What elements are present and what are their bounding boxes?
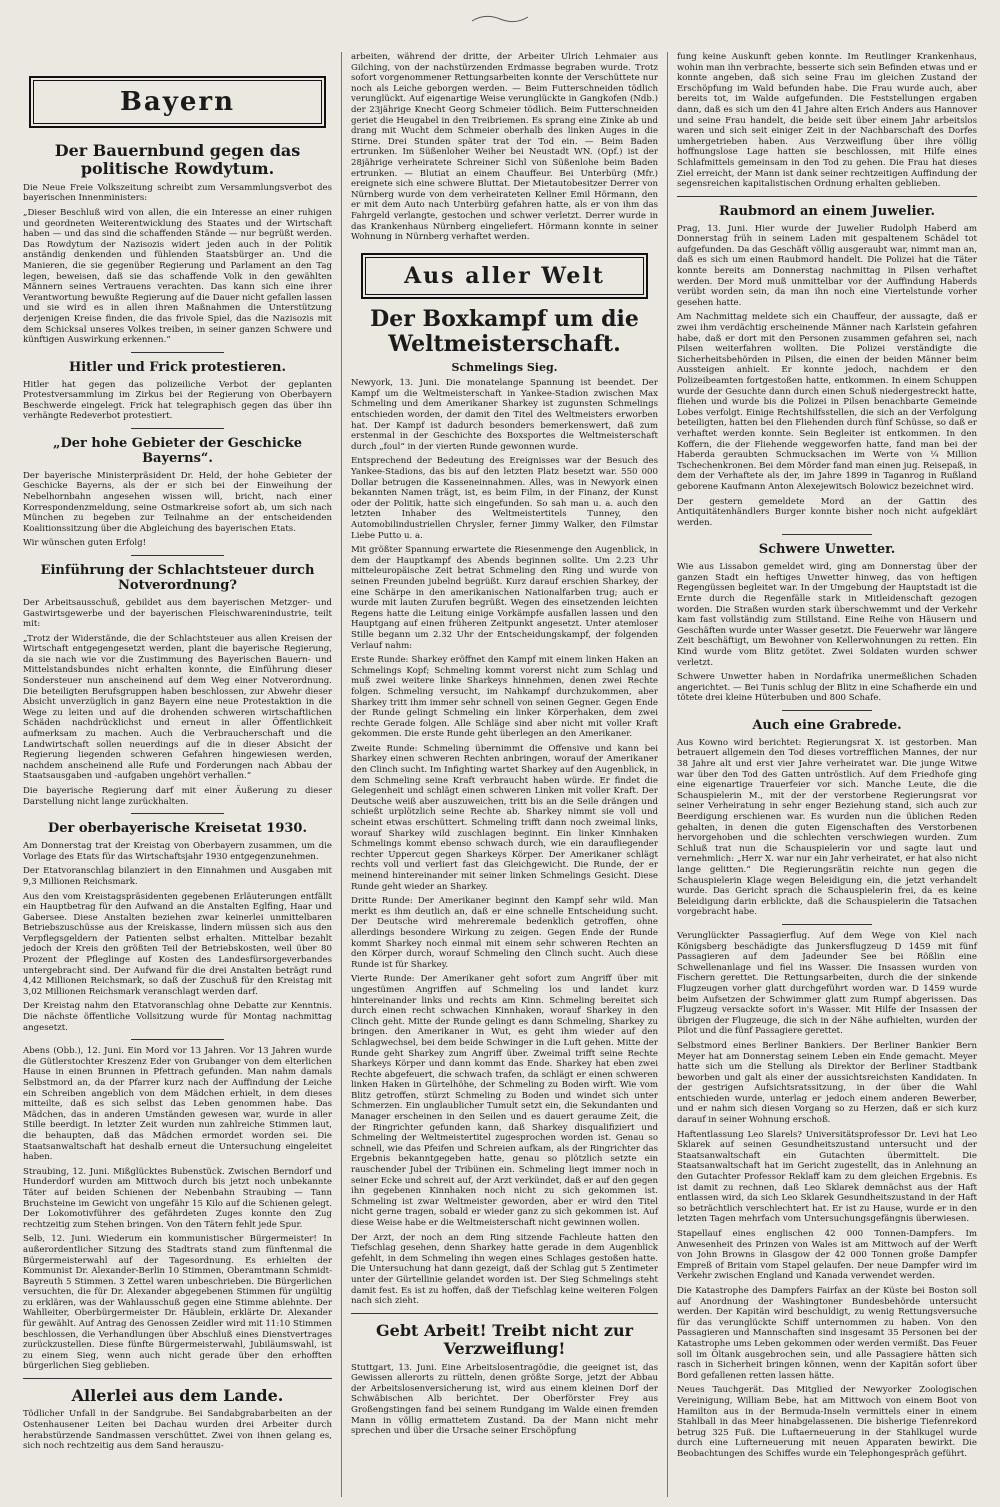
article-paragraph: Schwere Unwetter haben in Nordafrika unermeßlichen Schaden angerichtet. — Bei Tunis schlug der Blitz in eine Schafherde ein und tötete drei kleine Hüterbuben und 800 Schafe. [677, 672, 977, 704]
main-headline: Der Boxkampf um die Weltmeisterschaft. [370, 305, 639, 357]
article-paragraph: Die bayerische Regierung darf mit einer Äußerung zu dieser Darstellung nicht lange zurückhalten. [23, 786, 332, 807]
article-headline: Raubmord an einem Juwelier. [719, 203, 935, 219]
divider [782, 534, 872, 535]
article-paragraph: „Trotz der Widerstände, die der Schlachtsteuer aus allen Kreisen der Wirtschaft entgegengesetzt werden, plant die bayerische Regierung, da sie nach wie vor die Zustimmung des Bayerischen Bauern- und Mittelstandsbundes nicht erhalten konnte, die Einführung dieser Sondersteuer nun anscheinend auf dem Weg einer Notverordnung. Die beteiligten Berufsgruppen haben beschlossen, zur Abwehr dieser Absicht unverzüglich in ganz Bayern eine neue Protestaktion in die Wege zu leiten und auf die drohenden schweren wirtschaftlichen Schäden nachdrücklichst und erneut in aller Öffentlichkeit aufmerksam zu machen. Auch die Verbraucherschaft und die Landwirtschaft sollen neuerdings auf die in dieser Absicht der Regierung liegenden schweren Gefahren hingewiesen werden, nachdem anscheinend alle Rufe und Forderungen nach Abbau der Staatsausgaben und -aufgaben ungehört verhallen.“ [23, 633, 332, 782]
article-paragraph: arbeiten, während der dritte, der Arbeiter Ulrich Lehmaier aus Gilching, von der nachstürzenden Erdmasse begraben wurde. Trotz sofort vorgenommener Rettungsarbeiten konnte der Verschüttete nur noch als Leiche geborgen werden. — Beim Futterschneiden tödlich verunglückt. Auf eigenartige Weise verunglückte in Gangkofen (Ndb.) der 23jährige Knecht Georg Schmeier tödlich. Beim Futterschneiden geriet die Heugabel in den Treibriemen. Es sprang eine Zinke ab und drang mit Wucht dem Schmeier oberhalb des linken Auges in die Stirne. Drei Stunden später trat der Tod ein. — Beim Baden ertrunken. Im Süßenloher Weiher bei Neustadt WN. (Opf.) ist der 28jährige verheiratete Schreiner Sichl von Süßenlohe beim Baden ertrunken. — Blutiat an einem Chauffeur. Bei Unterbürg (Mfr.) ereignete sich eine schwere Bluttat. Der Mietautobesitzer Derrer von Nürnberg wurde von dem verheirateten Kellner Emil Hörmann, den er mit dem Auto nach Unterbürg gefahren hatte, als er von ihm das Fahrgeld verlangte, gestochen und schwer verletzt. Derrer wurde in das Krankenhaus Nürnberg eingeliefert. Hörmann konnte in seiner Wohnung in Nürnberg verhaftet werden. [351, 52, 658, 243]
divider [782, 710, 872, 711]
article-headline: Gebt Arbeit! Treibt nicht zur Verzweiflung! [375, 1320, 634, 1359]
article-paragraph: Prag, 13. Juni. Hier wurde der Juwelier Rudolph Haberd am Donnerstag früh in seinem Laden mit gespaltenem Schädel tot aufgefunden. Da das Geschäft völlig ausgeraubt war, nimmt man an, daß es sich um einen Raubmord handelt. Die Polizei hat die Täter konnte bereits am Donnerstag nachmittag in Pilsen verhaftet werden. Der Mord muß unmittelbar vor der Auffindung Haberds verübt worden sein, da man ihn noch eine Viertelstunde vorher gesehen hatte. [677, 223, 977, 308]
article-paragraph: Vierte Runde: Der Amerikaner geht sofort zum Angriff über mit ungestümen Angriffen auf Schmeling los und landet kurz hintereinander links und rechts am Kinn. Schmeling bereitet sich durch einen recht schwachen Kinnhaken, worauf Sharkey in den Clinch geht. Mitte der Runde gelingt es dann Schmeling, Sharkey zu bringen. den Amerikaner in Wut, es geht ihm wieder auf den Schlagwechsel, bei dem beide Schwinger in die Luft gehen. Mitte der Runde geht Sharkey zum Angriff über. Zweimal trifft seine Rechte Sharkeys Körper und dann kommt das Ende. Sharkey hat eben zwei Rechte abgefeuert, die schwach trafen, da schlägt er einen schweren linken Haken in Gürtelhöhe, der Schmeling zu Boden wirft. Wie vom Blitz getroffen, stürzt Schmeling zu Boden und windet sich unter Schmerzen. Ein unglaublicher Tumult setzt ein, die Sekundanten und Manager erscheinen in den Seilen und es dauert geraume Zeit, die der Ringrichter gefunden kann, daß Sharkey disqualifiziert und Schmeling der Weltmeistertitel zugesprochen worden ist. Genau so schnell, wie das Pfeifen und Schreien aufkam, als der Ringrichter das Ergebnis bekanntgegeben hatte, genau so plötzlich setzte ein rauschender Jubel der Tribünen ein. Schmeling liegt immer noch in seiner Ecke und schreit auf, der Arzt verkündet, daß er auf den gegen ihn gegebenen Kinnhaken noch nicht zu sich gekommen ist. Schmeling ist zwar Weltmeister geworden, aber er wird den Titel nicht gerne tragen, sobald er wieder ganz zu sich gekommen ist. Auf diese Weise habe er die Weltmeisterschaft nicht gewinnen wollen. [351, 974, 658, 1228]
article-paragraph: Erste Runde: Sharkey eröffnet den Kampf mit einem linken Haken an Schmelings Kopf; Schmeling kommt vorerst nicht zum Schlag und muß zwei weitere linke Sharkeys hinnehmen, denen zwei Rechte folgen. Schmeling versucht, im Nahkampf durchzukommen, aber Sharkey tritt ihm immer sehr schnell von seinen Gegner. Gegen Ende der Runde gelingt Schmeling ein linker Körperhaken, dem zwei rechte Gerade folgen. Alle Schläge sind aber nicht mit voller Kraft gekommen. Die erste Runde geht überlegen an den Amerikaner. [351, 655, 658, 740]
article-paragraph: Die Katastrophe des Dampfers Fairfax an der Küste bei Boston soll auf Anordnung der Washingtoner Bundesbehörde untersucht werden. Der Kapitän wird beschuldigt, zu wenig Rettungsversuche für das verunglückte Schiff unternommen zu haben. Von den Passagieren und Mannschaften sind insgesamt 35 Personen bei der Katastrophe ums Leben gekommen oder werden vermißt. Das Feuer soll im Öltank ausgebrochen sein, und alle Passagiere hätten sich rasch in Sicherheit bringen können, wenn der Kapitän sofort über Bord gefallenen retten lassen hätte. [677, 1285, 977, 1381]
divider [131, 352, 224, 353]
article-paragraph: Am Nachmittag meldete sich ein Chauffeur, der aussagte, daß er zwei ihm verdächtig erscheinende Männer nach Karlstein gefahren habe, daß er dort mit den Personen zusammen gefahren sei, nach Pilsen weiterfahren wollten. Die Polizei verständigte die Sicherheitsbehörden in Pilsen, die einen der beiden Männer beim Aussteigen anhielt. Er konnte jedoch, nachdem er den Polizeibeamten fortgestoßen hatte, entkommen. In einem Schuppen wurde der Gesuchte dann durch einen Schuß niedergestreckt hatte, fliehen und wurde bis die Polizei in Pilsen benachbarte Gemeinde Lobes verfolgt. Einige Rechtshilfsstellen, die sich an der Verfolgung beteiligten, hatten bei den Fliehenden durch fünf Schüsse, so daß er verhaftet werden konnte. Sein Begleiter ist entkommen. In den Koffern, die der Fliehende weggeworfen hatte, fand man bei der Haberda geraubten Schmucksachen im Werte von ¼ Million Tschechenkronen. Bei dem Mörder fand man einen jug. Reisepaß, in dem der Verhaftete als der, im Jahre 1899 in Taganrog in Rußland geborene Kaufmann Anton Alexejewitsch Bolowicz bezeichnet wird. [677, 312, 977, 492]
article-headline: Der oberbayerische Kreisetat 1930. [47, 821, 308, 837]
article-paragraph: Wie aus Lissabon gemeldet wird, ging am Donnerstag über der ganzen Stadt ein heftiges Unwetter hinweg, das von heftigen Regengüssen begleitet war. In der Umgebung der Hauptstadt ist die Ernte durch die Regenfälle stark in Mitleidenschaft gezogen worden. Die Straßen wurden stark überschwemmt und der Verkehr kam fast vollständig zum Stillstand. Eine Reihe von Häusern und Geschäften wurde unter Wasser gesetzt. Die Feuerwehr war längere Zeit beschäftigt, um Bewohner von Kellerwohnungen zu retten. Ein Kind wurde vom Blitz getötet. Zwei Soldaten wurden schwer verletzt. [677, 562, 977, 668]
article-paragraph: fung keine Auskunft geben konnte. Im Reutlinger Krankenhaus, wohin man ihn verbrachte, besserte sich sein Befinden etwas und er konnte angeben, daß sich seine Frau im gleichen Zustand der Erschöpfung im Wald befunden habe. Die Frau wurde auch, aber bereits tot, im Walde aufgefunden. Die Feststellungen ergaben dann, daß es sich um den 41 Jahre alten Erich Anders aus Hannover und seine Frau handelt, die beide seit über einem Jahr arbeitslos waren und sich seit einiger Zeit in der Nachbarschaft des Dorfes umhergetrieben haben. Aus Verzweiflung über ihre völlig hoffnungslose Lage hatten sie beschlossen, mit Hilfe eines Schlafmittels gemeinsam in den Tod zu gehen. Die Frau hat dieses Ziel erreicht, der Mann ist dank seiner rechtzeitigen Auffindung der segensreichen kapitalistischen Ordnung erhalten geblieben. [677, 52, 977, 190]
article-paragraph: Die Neue Freie Volkszeitung schreibt zum Versammlungsverbot des bayerischen Innenministers: [23, 182, 332, 204]
article-paragraph: Der Kreistag nahm den Etatvoranschlag ohne Debatte zur Kenntnis. Die nächste öffentliche Vollsitzung wurde für Montag nachmittag angesetzt. [23, 1001, 332, 1033]
right-column [668, 52, 986, 1497]
article-paragraph: Stuttgart, 13. Juni. Eine Arbeitslosentragödie, die geeignet ist, das Gewissen allerorts zu rütteln, denen größte Sorge, jetzt der Abbau der Arbeitslosenversicherung ist, wird aus einem kleinen Dorf der Schwäbischen Alb berichtet. Der Oberförster Frey aus Großengstingen fand bei seinem Rundgang im Walde einen fremden Mann in völlig ermattetem Zustand. Da der Mann nicht mehr sprechen und über die Ursache seiner Erschöpfung [351, 1362, 658, 1437]
divider [131, 555, 224, 556]
article-paragraph: Der Arbeitsausschuß, gebildet aus dem bayerischen Metzger- und Gastwirtsgewerbe und der bayerischen Fleischwarenindustrie, teilt mit: [23, 597, 332, 630]
divider [677, 196, 977, 197]
article-paragraph: Entsprechend der Bedeutung des Ereignisses war der Besuch des Yankee-Stadions, das bis auf den letzten Platz besetzt war. 550 000 Dollar betrugen die Kasseneinnahmen. Alles, was in Newyork einen bekannten Namen trägt, ist, es beim Film, in der Finanz, der Kunst oder der Politik, hatte sich eingefunden. So sah man u. a. auch den letzten Inhaber des Weltmeistertitels Tunney, den Automobilindustriellen Chrysler, ferner Jimmy Walker, den Filmstar Liebe Putto u. a. [351, 456, 658, 541]
article-paragraph: Newyork, 13. Juni. Die monatelange Spannung ist beendet. Der Kampf um die Weltmeisterschaft in Yankee-Stadion zwischen Max Schmeling und dem Amerikaner Sharkey ist zugunsten Schmelings entschieden worden, der damit den Titel des Weltmeisters erworben hat. Der Kampf ist dadurch besonders bemerkenswert, daß zum erstenmal in der Geschichte des Boxsportes die Weltmeisterschaft durch „foul“ in der vierten Runde gewonnen wurde. [351, 378, 658, 452]
article-headline: Allerlei aus dem Lande. [71, 1386, 284, 1406]
divider [131, 813, 224, 814]
section-title: Bayern [33, 80, 322, 124]
article-headline: „Der hohe Gebieter der Geschicke Bayerns“. [52, 436, 303, 466]
article-paragraph: Verunglückter Passagierflug. Auf dem Wege von Kiel nach Königsberg beschädigte das Junkersflugzeug D 1459 mit fünf Passagieren auf dem Jadeunder See bei Rößlin eine Schwellenanlage und fiel ins Wasser. Die Insassen wurden von Fischern gerettet. Die Rettungsarbeiten, durch die der sinkende Flugzeugen vorher glatt durchgeführt worden war. D 1459 wurde beim Aufsetzen der Schwimmer glatt zum Rumpf abgerissen. Das Flugzeug versackte sofort in's Wasser. Mit Hilfe der Insassen der übrigen der Flugzeuge, die sich in der Nähe aufhielten, wurden der Pilot und die fünf Passagiere gerettet. [677, 930, 977, 1037]
article-paragraph: Haftentlassung Leo Slarels? Universitätsprofessor Dr. Levi hat Leo Sklarek auf seinen Gesundheitszustand untersucht und der Staatsanwaltschaft ein Gutachten übermittelt. Die Staatsanwaltschaft hat im Gericht zugestellt, das in Anlehnung an den Gutachter Professor Reklaff kam zu dem gleichen Ergebnis. Es ist damit zu rechnen, daß Leo Sklarek demnächst aus der Haft entlassen wird, da sich Leo Sklarek Gesundheitszustand in der Haft so beträchtlich verschlechtert hat. Er ist zu Hause, wurde er in den letzten Tagen mehrfach vom Untersuchungsgefängnis überwiesen. [677, 1129, 977, 1225]
article-headline: Einführung der Schlachtsteuer durch Notverordnung? [40, 563, 315, 593]
divider [131, 1039, 224, 1040]
article-paragraph: Tödlicher Unfall in der Sandgrube. Bei Sandabgrabarbeiten an der Ostenhausener Leiten bei Dachau wurden drei Arbeiter durch herabstürzende Sandmassen verschüttet. Zwei von ihnen gelang es, sich noch rechtzeitig aus dem Sand herauszu- [23, 1409, 332, 1452]
article-paragraph: Stapellauf eines englischen 42 000 Tonnen-Dampfers. Im Anwesenheit des Prinzen von Wales ist am Mittwoch auf der Werft von John Browns in Glasgow der 42 000 Tonnen große Dampfer Empreß of Britain vom Stapel gelaufen. Der neue Dampfer wird im Verkehr zwischen England und Kanada verwendet werden. [677, 1229, 977, 1282]
article-headline: Der Bauernbund gegen das politische Rowdytum. [54, 141, 301, 179]
article-headline: Schwere Unwetter. [758, 542, 896, 558]
article-paragraph: Dritte Runde: Der Amerikaner beginnt den Kampf sehr wild. Man merkt es ihm deutlich an, daß er eine schnelle Entscheidung sucht. Der Deutsche wird mehreremale bedenklich getroffen, ohne allerdings besondere Wirkung zu zeigen. Gegen Ende der Runde kommt Sharkey noch einmal mit einem sehr schweren Rechten an den Körper durch, worauf Schmeling den Clinch sucht. Auch diese Runde ist für Sharkey. [351, 896, 658, 970]
divider [782, 924, 872, 925]
article-paragraph: „Dieser Beschluß wird von allen, die ein Interesse an einer ruhigen und geordneten Weiterentwicklung des Staates und der Wirtschaft haben — und das sind die schaffenden Stände — nur begrüßt werden. Das Rowdytum der Nazisozis widert jeden auch in der Politik anständig denkenden und fühlenden Staatsbürger an. Und die Manieren, die sie gegenüber Regierung und Parlament an den Tag legen, beweisen, daß sie das schaffende Volk in den gewählten Männern seines Vertrauens verachten. Das kann sich eine ihrer Verantwortung bewußte Regierung auf die Dauer nicht gefallen lassen und sie wird es in allen ihren Maßnahmen die Unterstützung derjenigen Kreise finden, die das frivole Spiel, das die Nazisozis mit dem Schicksal unseres Volkes treiben, in seiner ganzen Schwere und künftigen Auswirkung erkennen.“ [23, 207, 332, 346]
article-headline: Hitler und Frick protestieren. [68, 359, 287, 375]
article-paragraph: Zweite Runde: Schmeling übernimmt die Offensive und kann bei Sharkey einen schweren Rechten anbringen, worauf der Amerikaner den Clinch sucht. Im Infighting wartet Sharkey auf den Augenblick, in dem Schmeling seine Kraft verbraucht haben würde. Er findet die Gelegenheit und schlägt einen schweren Linken mit voller Kraft. Der Deutsche weiß aber auszuweichen, tritt bis an die Seile drängen und schießt urplötzlich seine Rechte ab. Sharkey nimmt sie voll und scheint etwas erschüttert. Schmeling trifft dann noch zweimal links, worauf Sharkey wild zuschlagen beginnt. Ein linker Kinnhaken Schmelings kommt ebenso schwach durch, wie ein daraufliegender rechter Uppercut gegen Sharkeys Körper. Der Amerikaner schlägt rechts voll und verliert fast das Gleichgewicht. Die Runde, der er meinend hintereinander mit seiner linken Schmelings Gesicht. Diese Runde geht wieder an Sharkey. [351, 743, 658, 892]
article-paragraph: Neues Tauchgerät. Das Mitglied der Newyorker Zoologischen Vereinigung, William Bebe, hat am Mittwoch von einem Boot von Hamilton aus in der Bermuda-Inseln vermittels einer in einem Stahlball in das Meer hinabgelassenen. Die bisherige Tiefenrekord betrug 325 Fuß. Die Luftaerneuerung in der Stahlkugel wurde durch eine Lufterneuerung mit neuen Apparaten bewirkt. Die Beobachtungen des Schiffes wurde ein Telephongespräch geführt. [677, 1385, 977, 1459]
article-paragraph: Wir wünschen guten Erfolg! [23, 538, 147, 549]
torn-edge-mark [470, 10, 530, 24]
article-paragraph: Hitler hat gegen das polizeiliche Verbot der geplanten Protestversammlung im Zirkus bei der Regierung von Oberbayern Beschwerde eingelegt. Frick hat telegraphisch gegen das über ihn verhängte Redeverbot protestiert. [23, 379, 332, 422]
section-masthead-aus-aller-welt [361, 253, 648, 299]
left-column [14, 52, 342, 1497]
section-title: Aus aller Welt [365, 257, 644, 295]
article-paragraph: Selbstmord eines Berliner Bankiers. Der Berliner Bankier Bern Meyer hat am Donnerstag seinem Leben ein Ende gemacht. Meyer hatte sich um die Stellung als Direktor der Berliner Stadtbank beworben und galt als einer der aussichtsreichsten Kandidaten. In der gestrigen Aufsichtsratssitzung, in der über die Wahl entschieden wurde, unterlag er jedoch einem anderen Bewerber, und er nahm sich diesen Vorgang so zu Herzen, daß er sich kurz darauf in seiner Wohnung erschoß. [677, 1040, 977, 1126]
divider [23, 1378, 332, 1379]
section-masthead-bayern [29, 76, 326, 128]
article-paragraph: Der bayerische Ministerpräsident Dr. Held, der hohe Gebieter der Geschicke Bayerns, als der er sich bei der Einweihung der Nebelhornbahn angesehen wissen will, bricht, nach einer Korrespondenzmeldung, seine Ostmarkreise sofort ab, um sich nach München zu begeben zur Teilnahme an der entscheidenden Koalitionssitzung über die Abgleichung des bayerischen Etats. [23, 470, 332, 534]
article-paragraph: Der gestern gemeldete Mord an der Gattin des Antiquitätenhändlers Burger konnte bisher noch nicht aufgeklärt werden. [677, 496, 977, 528]
article-paragraph: Aus den vom Kreistagspräsidenten gegebenen Erläuterungen entfällt ein Hauptbetrag für den Aufwand an die Anstalten Eglfing, Haar und Gabersee. Diese Anstalten beziehen zwar keinerlei unmittelbaren Betriebszuschüsse aus der Kreiskasse, lindern müssen sich aus den Verpflegsgeldern der Patienten selbst erhalten. Mittelbar bezahlt jedoch der Kreis den größten Teil der Betriebskosten, weil über 80 Prozent der Pfleglinge auf Kosten des Landesfürsorgeverbandes untergebracht sind. Der Aufwand für die drei Anstalten beträgt rund 4,42 Millionen Reichsmark, so daß der Zuschuß für den Kreistag mit 3,02 Millionen Reichsmark veranschlagt werden darf. [23, 891, 332, 997]
article-paragraph: Straubing, 12. Juni. Mißglücktes Bubenstück. Zwischen Berndorf und Hunderdorf wurden am Mittwoch durch bis jetzt noch unbekannte Täter auf beiden Schienen der Nebenbahn Straubing — Tann Bruchsteine im Gewicht von ungefähr 15 Kilo auf die Schienen gelegt. Der Lokomotivführer des gefährdeten Zuges konnte den Zug rechtzeitig zum Stehen bringen. Von den Tätern fehlt jede Spur. [23, 1166, 332, 1230]
article-paragraph: Am Donnerstag trat der Kreistag von Oberbayern zusammen, um die Vorlage des Etats für das Wirtschaftsjahr 1930 entgegenzunehmen. [23, 841, 332, 862]
divider [351, 1313, 658, 1314]
article-paragraph: Der Arzt, der noch an dem Ring sitzende Fachleute hatten den Tiefschlag gesehen, denn Sharkey hatte gerade in dem Augenblick gefehlt, in dem Schmeling ihn wegen eines Schlages gestoßen hatte. Die Untersuchung hat dann gezeigt, daß der Schlag gut 5 Zentimeter unter der Gürtellinie gelandet worden ist. Der Sieg Schmelings steht damit fest. Es ist zu hoffen, daß der Tiefschlag keine weiteren Folgen nach sich zieht. [351, 1232, 658, 1307]
article-headline: Auch eine Grabrede. [752, 717, 902, 733]
article-paragraph: Abens (Obb.), 12. Juni. Ein Mord vor 13 Jahren. Vor 13 Jahren wurde die Gütlerstochter Kreszenz Eder von Grubanger von dem elterlichen Hause in einen Brunnen in Pfettrach gefunden. Man nahm damals Selbstmord an, da der Pfarrer kurz nach der Auffindung der Leiche ein Schreiben angeblich von dem Mädchen erhielt, in dem dieses mitteilte, daß es sich selbst das Leben genommen habe. Das Mädchen, das in anderen Umständen gewesen war, wurde in aller Stille beerdigt. In letzter Zeit wurden nun zahlreiche Stimmen laut, die behaupten, daß das Mädchen ermordet worden sei. Die Staatsanwaltschaft hat deshalb erneut die Untersuchung eingeleitet haben. [23, 1046, 332, 1163]
main-subheadline: Schmelings Sieg. [451, 361, 558, 375]
article-paragraph: Aus Kowno wird berichtet: Regierungsrat X. ist gestorben. Man betrauert allgemein den Tod dieses vortrefflichen Mannes, der nur 38 Jahre alt und erst vier Jahre verheiratet war. Die junge Witwe war über den Tod des Gatten untröstlich. Auf dem Friedhofe ging eine eigenartige Trauerfeier vor sich. Manche Leute, die die Schauspielerin M., mit der der verstorbene Regierungsrat vor seiner Verheiratung in sehr enger Beziehung stand, sich auch zur Beerdigung erschienen war. Es wurden nun die üblichen Reden gehalten, in denen die guten Eigenschaften des Verstorbenen hervorgehoben und die schlechten verschwiegen wurden. Zum Schluß trat nun die Schauspielerin vor und sagte laut und vernehmlich: „Herr X. war nur ein Jahr verheiratet, er hat also nicht lange gelitten.“ Die Regierungsrätin reichte nun gegen die Schauspielerin Klage wegen Beleidigung ein, die jetzt verhandelt wurde. Das Gericht sprach die Schauspielerin frei, da es keine Beleidigung darin erblickte, daß die Schauspielerin die Tatsachen vorgebracht habe. [677, 737, 977, 918]
divider [131, 428, 224, 429]
article-paragraph: Mit größter Spannung erwartete die Riesenmenge den Augenblick, in dem der Hauptkampf des Abends beginnen sollte. Um 2.23 Uhr mitteleuropäische Zeit betrat Schmeling den Ring und wurde von seinen Freunden jubelnd begrüßt. Kurz darauf erschien Sharkey, der eine Schärpe in den amerikanischen Nationalfarben trug; auch er wurde mit lauten Zurufen begrüßt. Wegen des einsetzenden leichten Regens hatte die Leitung einige Vorkämpfe ausfallen lassen und den Hauptgang auf einen früheren Zeitpunkt angesetzt. Unter atemloser Stille begann um 2.32 Uhr der Entscheidungskampf, der folgenden Verlauf nahm: [351, 545, 658, 651]
middle-column [342, 52, 668, 1497]
article-paragraph: Der Etatvoranschlag bilanziert in den Einnahmen und Ausgaben mit 9,3 Millionen Reichsmark. [23, 866, 332, 887]
article-paragraph: Selb, 12. Juni. Wiederum ein kommunistischer Bürgermeister! In außerordentlicher Sitzung des Stadtrats stand zum fünftenmal die Bürgermeisterwahl auf der Tagesordnung. Es erhielten der Kommunist Dr. Alexander-Berlin 10 Stimmen, Oberamtmann Schmidt-Bayreuth 5 Stimmen. 3 Zettel waren unbeschrieben. Die Bürgerlichen versuchten, die für Dr. Alexander abgegebenen Stimmen für ungültig zu erklären, was der Wahlausschuß gegen eine Stimme ablehnte. Der Wahlleiter, Oberbürgermeister Dr. Häublein, erklärte Dr. Alexander für gewählt. Auf Antrag des Genossen Zeidler wird mit 11:10 Stimmen beschlossen, die Verhandlungen über Abschluß eines Dienstvertrages zurückzustellen. Diese fünfte Bürgermeisterwahl, Jubiläumswahl, ist zu einem Sieg, wenn auch nicht gerade über den erhofften bürgerlichen Sieg geblieben. [23, 1234, 332, 1372]
columns [14, 52, 986, 1497]
